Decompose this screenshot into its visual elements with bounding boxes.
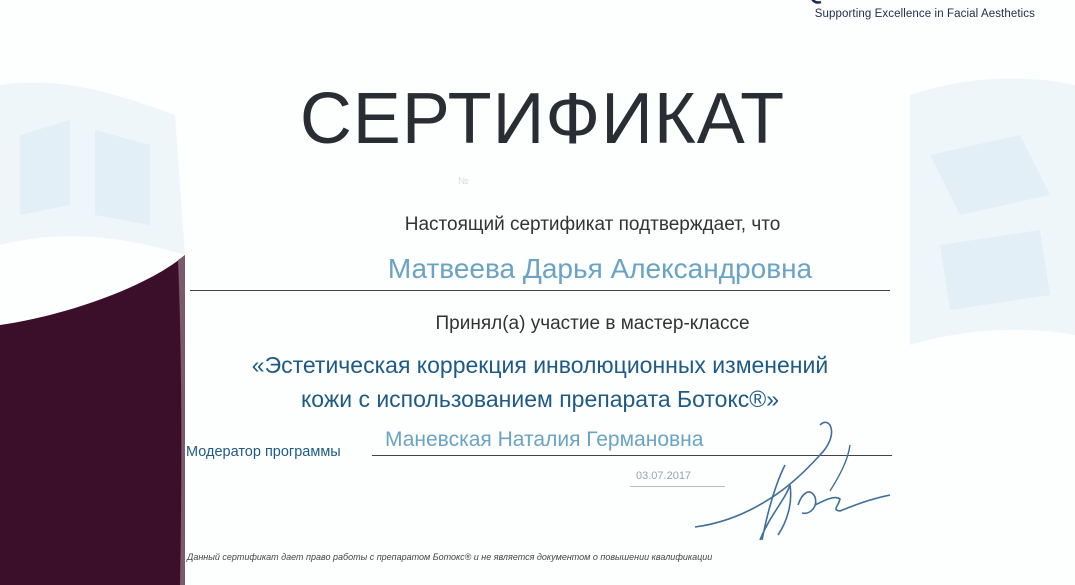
issue-date: 03.07.2017 xyxy=(636,470,692,482)
course-title-line2: кожи с использованием препарата Ботокс®» xyxy=(300,386,780,412)
header-tagline: Supporting Excellence in Facial Aesthetics xyxy=(814,8,1035,20)
participated-text: Принял(а) участие в мастер-классе xyxy=(435,313,750,334)
moderator-name: Маневская Наталия Германовна xyxy=(385,428,704,451)
logo-icon xyxy=(809,0,823,6)
decorative-wave xyxy=(0,255,185,585)
moderator-label: Модератор программы xyxy=(186,444,341,460)
confirm-text: Настоящий сертификат подтверждает, что xyxy=(404,214,781,235)
footnote: Данный сертификат дает право работы с препаратом Ботокс® и не является документом о повышении квалификации xyxy=(187,552,713,562)
certificate-number: № xyxy=(458,176,469,187)
course-title-line1: «Эстетическая коррекция инволюционных изменений xyxy=(251,352,829,378)
certificate-title: СЕРТИФИКАТ xyxy=(299,79,786,159)
signature-mark xyxy=(690,415,895,550)
recipient-name: Матвеева Дарья Александровна xyxy=(387,253,813,284)
recipient-underline xyxy=(190,290,890,291)
